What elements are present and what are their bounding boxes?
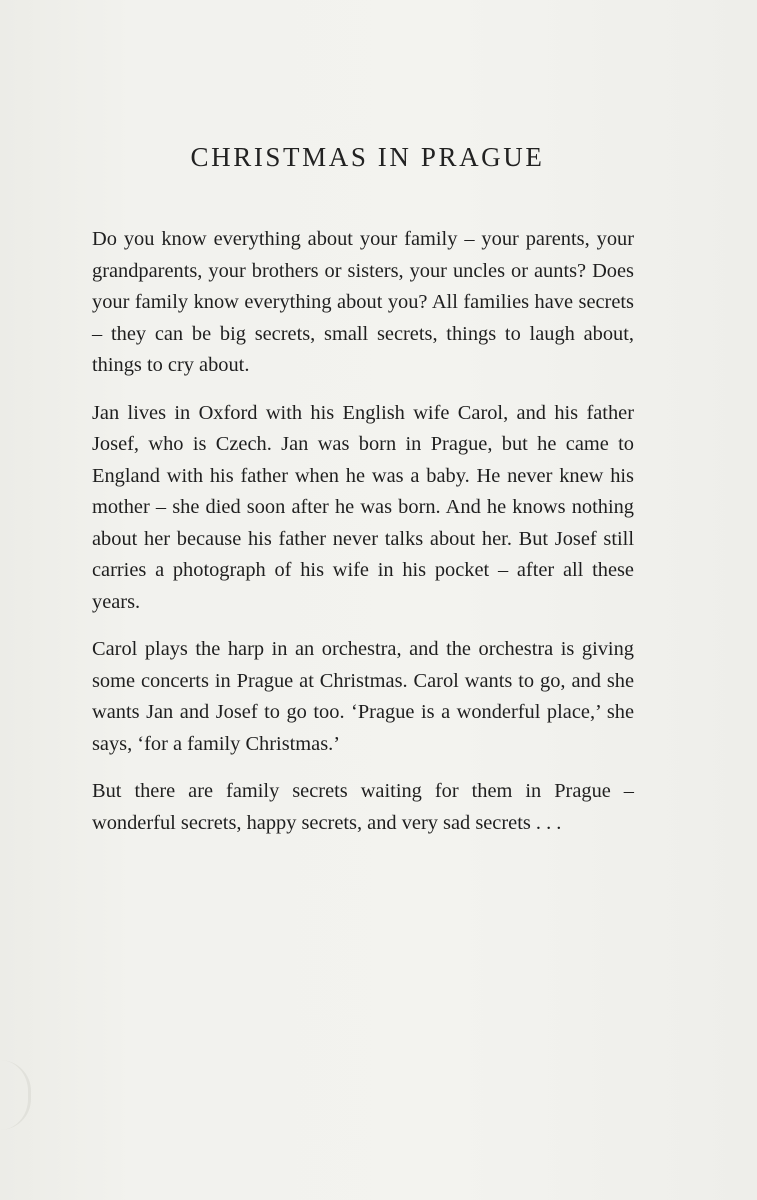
chapter-title: CHRISTMAS IN PRAGUE xyxy=(190,142,545,172)
paragraph-4: But there are family secrets waiting for them in Prague – wonderful secrets, happy secrets, and very sad secrets . . . xyxy=(92,780,634,834)
paragraph-2: Jan lives in Oxford with his English wife Carol, and his father Josef, who is Czech. Jan was born in Prague, but he came to England with his father when he was a baby. He never knew his mother – she died soon after he was born. And he knows nothing about her because his father never talks about her. But Josef still carries a photograph of his wife in his pocket – after all these years. xyxy=(92,401,634,613)
paragraph-3: Carol plays the harp in an orchestra, and the orchestra is giving some concerts in Prague at Christmas. Carol wants to go, and she wants Jan and Josef to go too. ‘Prague is a wonderful place,’ she says, ‘for a family Christmas.’ xyxy=(92,638,634,755)
body-text xyxy=(92,224,634,855)
page-binding-mark xyxy=(0,1060,31,1130)
paragraph-1: Do you know everything about your family – your parents, your grandparents, your brothers or sisters, your uncles or aunts? Does your family know everything about you? All families have secrets – they can be big secrets, small secrets, things to laugh about, things to cry about. xyxy=(92,228,634,376)
